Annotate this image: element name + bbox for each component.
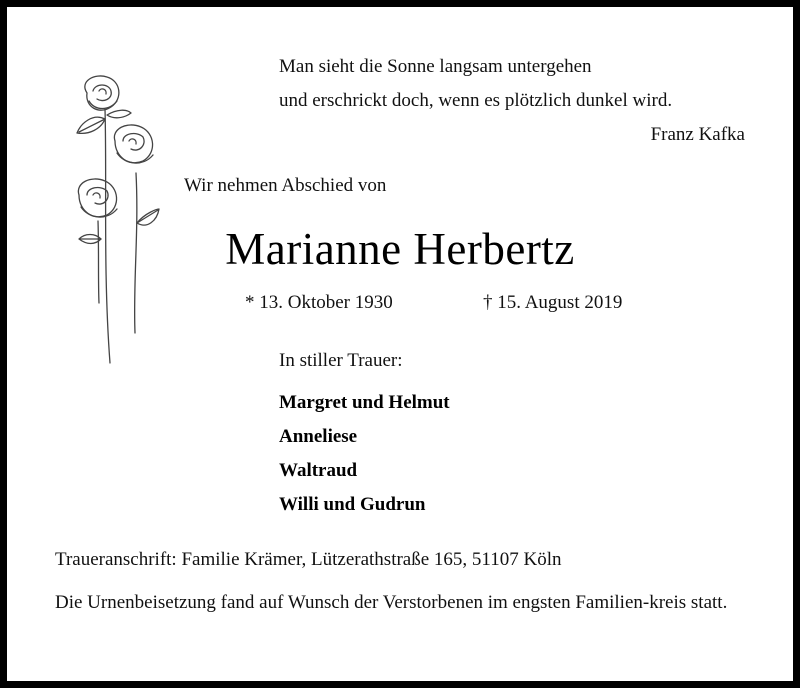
deceased-name: Marianne Herbertz [225, 224, 575, 274]
burial-note: Die Urnenbeisetzung fand auf Wunsch der Verstorbenen im engsten Familien-kreis statt. [55, 592, 728, 613]
quote-author: Franz Kafka [650, 124, 745, 145]
mourner-name: Anneliese [279, 426, 358, 447]
farewell-intro: Wir nehmen Abschied von [184, 175, 387, 196]
mourner-name: Willi und Gudrun [279, 494, 426, 515]
birth-date: * 13. Oktober 1930 [245, 292, 393, 313]
mourner-name: Waltraud [279, 460, 358, 481]
mourner-name: Margret und Helmut [279, 392, 450, 413]
condolence-address: Traueranschrift: Familie Krämer, Lützerathstraße 165, 51107 Köln [55, 549, 562, 570]
quote-line-1: Man sieht die Sonne langsam untergehen [279, 56, 592, 77]
quote-line-2: und erschrickt doch, wenn es plötzlich dunkel wird. [279, 90, 673, 111]
roses-icon [65, 71, 175, 371]
death-date: † 15. August 2019 [483, 292, 623, 313]
mourners-heading: In stiller Trauer: [279, 350, 403, 371]
